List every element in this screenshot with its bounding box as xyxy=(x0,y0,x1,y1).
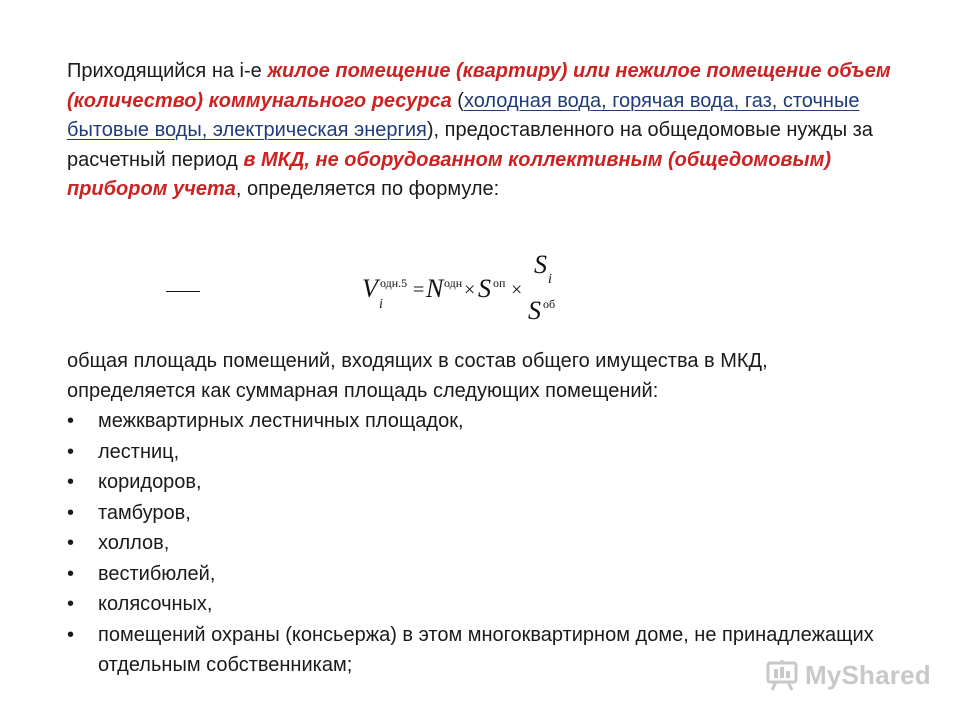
formula-denominator-s: S xyxy=(528,296,541,325)
bullet-icon: • xyxy=(67,410,75,432)
list-item-text: холлов, xyxy=(98,532,170,554)
list-item-text: колясочных, xyxy=(98,593,213,615)
list-item-text: помещений охраны (консьержа) в этом многоквартирном доме, не принадлежащих отдельным собственникам; xyxy=(98,623,874,676)
bullet-icon: • xyxy=(67,623,75,646)
formula-n: N xyxy=(426,274,444,303)
bullet-icon: • xyxy=(67,471,75,493)
list-item xyxy=(67,589,897,620)
bullet-icon: • xyxy=(67,501,75,524)
bullet-icon: • xyxy=(67,440,75,463)
intro-text-1: Приходящийся на i-е xyxy=(67,60,268,82)
formula-numerator-subscript: i xyxy=(548,272,552,287)
formula-s-superscript: оп xyxy=(493,276,506,290)
formula-n-superscript: одн xyxy=(444,276,463,290)
bullet-icon: • xyxy=(67,562,75,585)
intro-highlight-mkd: в МКД, не оборудованном коллективным (общедомовым) прибором учета xyxy=(67,148,832,200)
formula-fraction-line xyxy=(166,291,200,292)
bullet-icon: • xyxy=(67,593,75,615)
bullet-icon: • xyxy=(67,532,75,554)
intro-text-7: , определяется по формуле: xyxy=(235,178,500,200)
intro-resources-link[interactable]: холодная вода, горячая вода, газ, сточные бытовые воды, электрическая энергия xyxy=(67,89,860,141)
common-area-list xyxy=(67,406,897,681)
list-item xyxy=(67,559,897,590)
list-item xyxy=(67,406,897,437)
list-item-text: лестниц, xyxy=(98,440,180,463)
common-area-paragraph: общая площадь помещений, входящих в состав общего имущества в МКД, определяется как суммарная площадь следующих помещений: xyxy=(67,350,768,402)
list-item-text: вестибюлей, xyxy=(98,562,216,585)
formula-times-2: × xyxy=(511,279,523,301)
formula-v-superscript: одн.5 xyxy=(380,276,408,290)
watermark-text: MyShared xyxy=(805,659,931,690)
myshared-watermark xyxy=(765,655,931,695)
formula-v-subscript: i xyxy=(379,297,383,312)
list-item xyxy=(67,467,897,498)
formula xyxy=(362,250,562,330)
formula-equals: = xyxy=(413,279,425,301)
list-item xyxy=(67,437,897,468)
intro-paragraph xyxy=(67,57,902,205)
list-item-text: межквартирных лестничных площадок, xyxy=(98,410,464,432)
list-item-text: коридоров, xyxy=(98,471,202,493)
presentation-board-icon xyxy=(765,658,799,692)
formula-times-1: × xyxy=(464,279,476,301)
formula-s: S xyxy=(478,274,491,303)
list-item xyxy=(67,498,897,529)
list-item-text: тамбуров, xyxy=(98,501,191,524)
list-item xyxy=(67,528,897,559)
formula-numerator-s: S xyxy=(534,250,547,279)
intro-text-3: ( xyxy=(451,89,464,112)
intro-highlight-premises: жилое помещение (квартиру) или нежилое помещение объем (количество) коммунального ресурса xyxy=(67,60,891,112)
formula-v: V xyxy=(362,274,378,303)
intro-text-5: ), предоставленного на общедомовые нужды за расчетный период xyxy=(67,119,873,171)
common-area-section xyxy=(67,346,897,681)
formula-denominator-superscript: об xyxy=(543,297,556,311)
